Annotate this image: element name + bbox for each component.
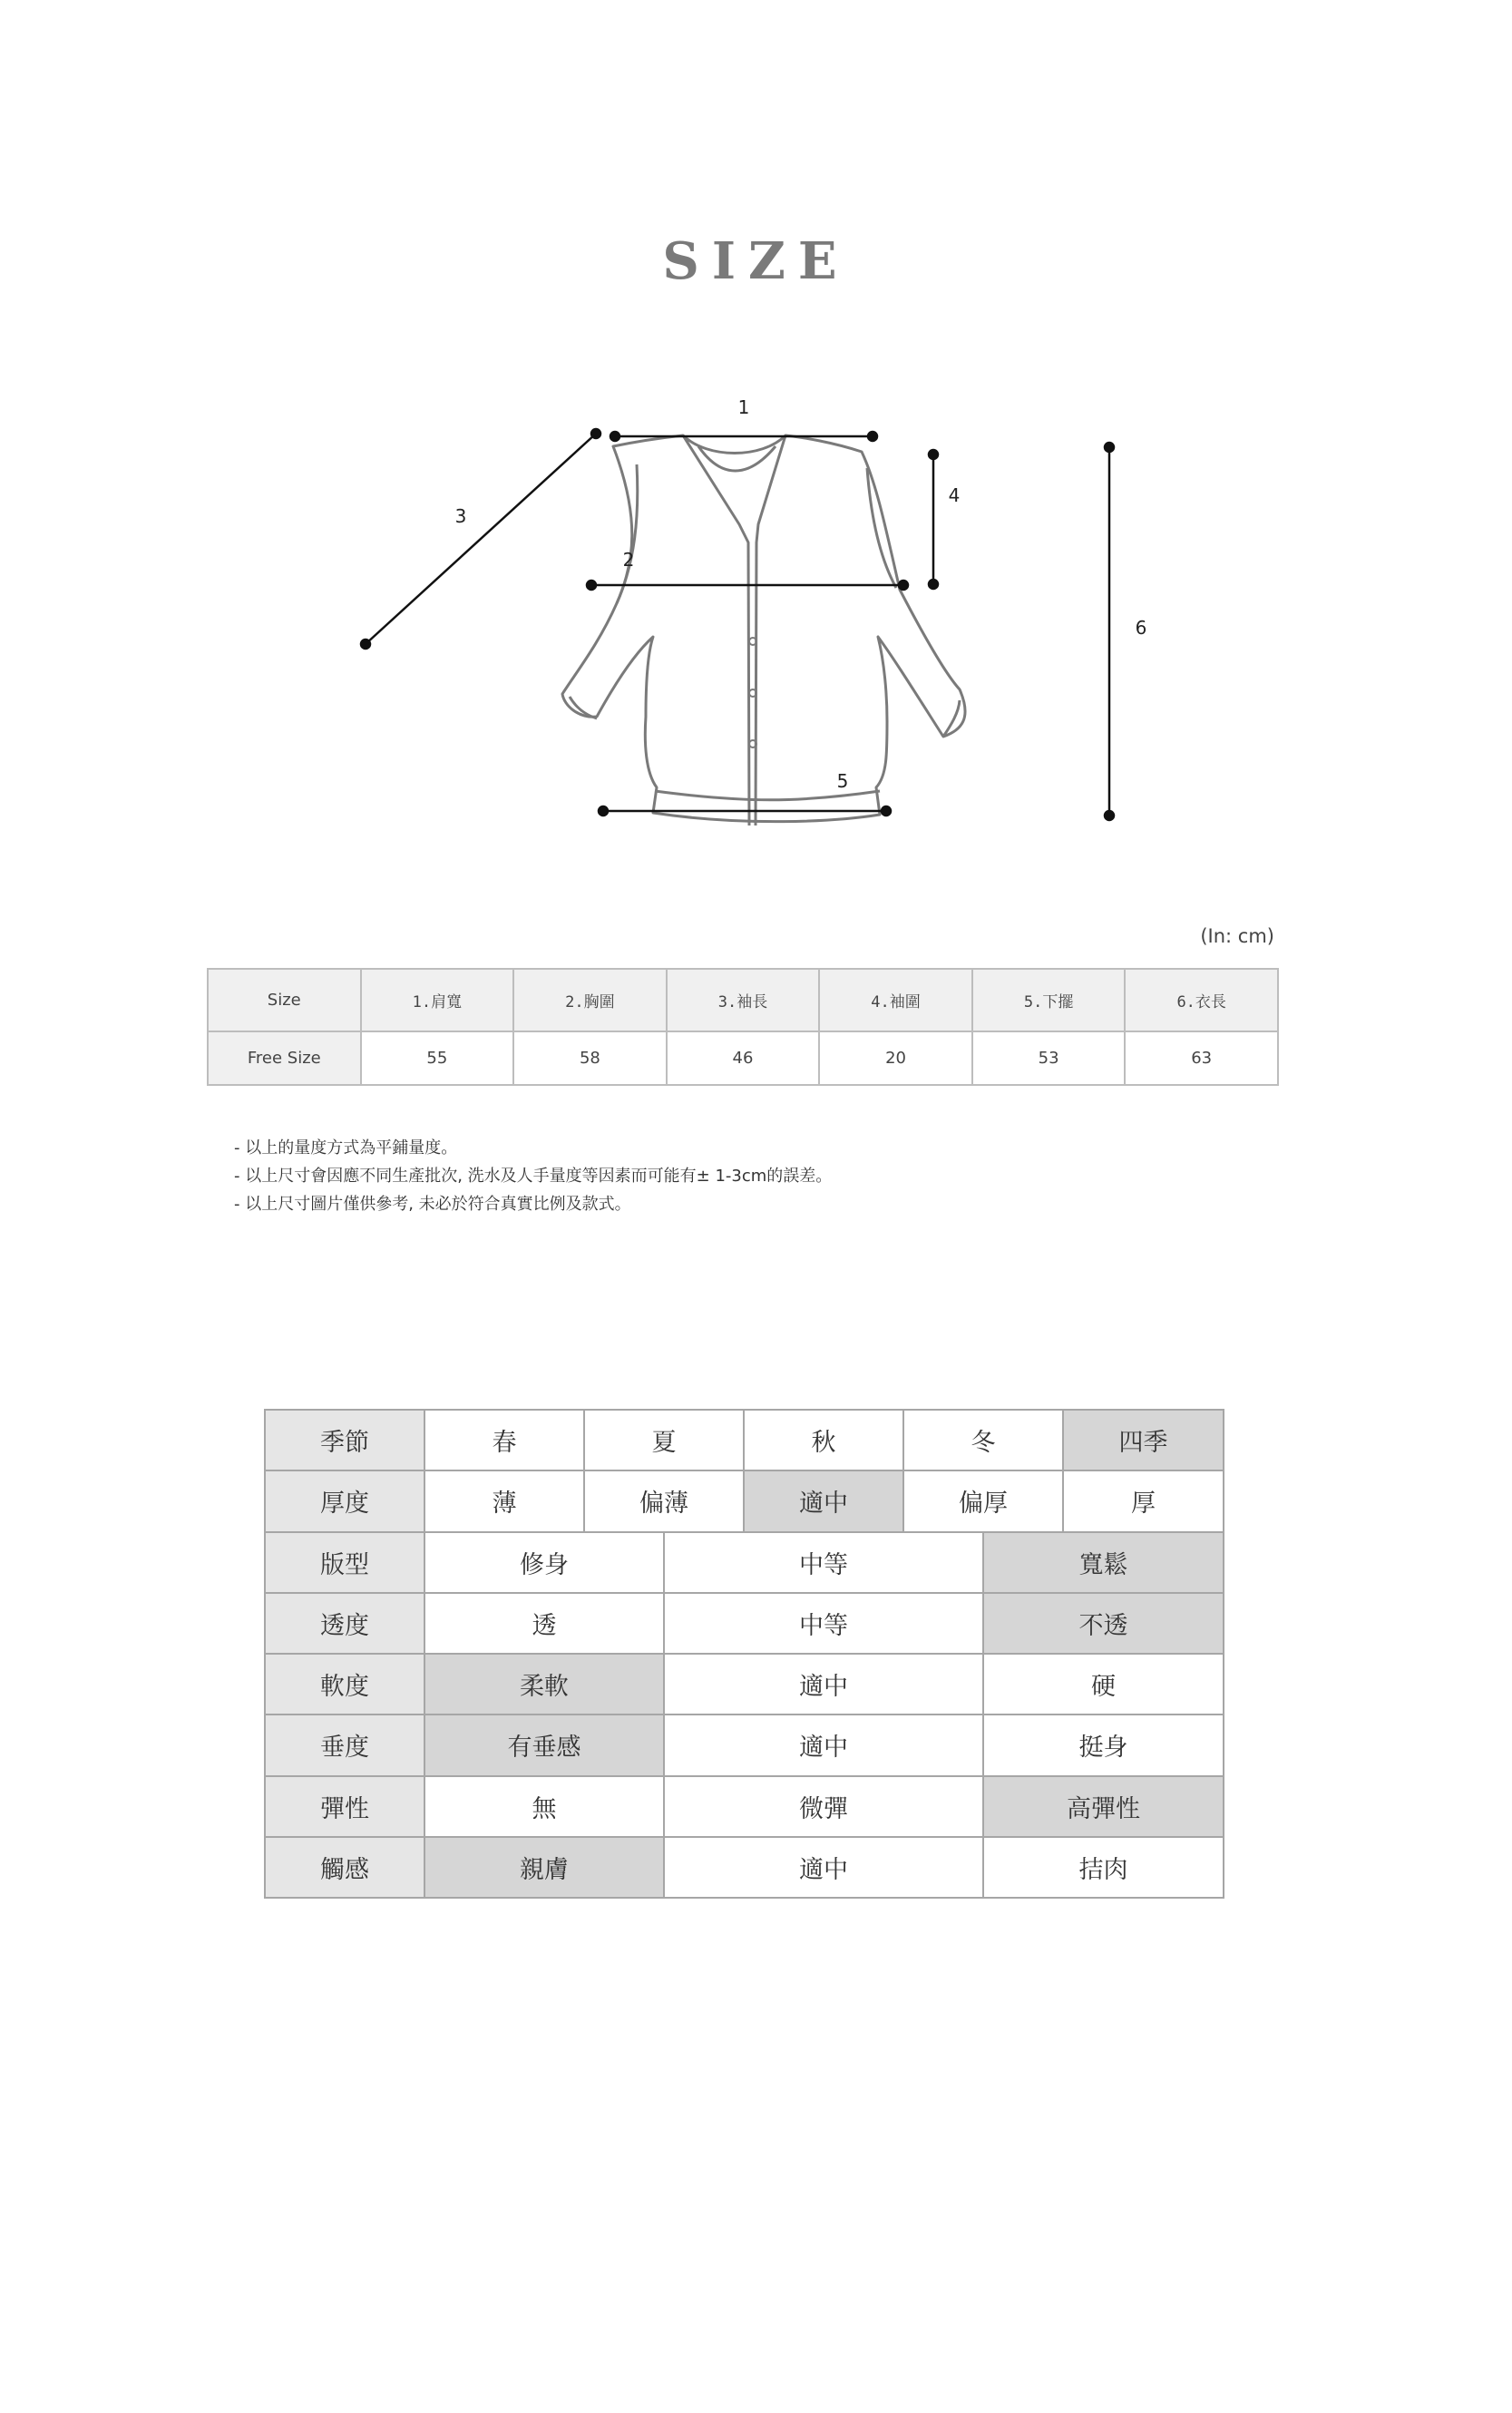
fabric-option-cell: 夏 [584, 1410, 744, 1470]
fabric-option-cell: 中等 [664, 1593, 983, 1654]
cardigan-illustration [562, 435, 965, 826]
fabric-option-cell: 透 [424, 1593, 664, 1654]
measure-label-sleeve: 3 [454, 505, 467, 527]
measure-label-armhole: 4 [948, 484, 961, 506]
fabric-option-cell: 厚 [1063, 1470, 1224, 1531]
fabric-row-label: 季節 [265, 1410, 424, 1470]
size-row-label: Free Size [208, 1031, 361, 1085]
unit-note: (In: cm) [1200, 925, 1274, 947]
measurement-lines [361, 429, 1114, 820]
measure-label-chest: 2 [622, 549, 635, 571]
fabric-row-drape [265, 1714, 1224, 1775]
fabric-row-fit [265, 1532, 1224, 1593]
fabric-option-cell: 適中 [664, 1654, 983, 1714]
fabric-option-cell-selected: 寬鬆 [983, 1532, 1224, 1593]
measure-label-shoulder: 1 [737, 396, 750, 418]
fabric-option-cell-selected: 高彈性 [983, 1776, 1224, 1837]
fabric-option-cell-selected: 柔軟 [424, 1654, 664, 1714]
size-table-header-row [208, 969, 1278, 1031]
fabric-option-cell-selected: 四季 [1063, 1410, 1224, 1470]
fabric-properties-table [264, 1409, 1224, 1899]
measure-label-length: 6 [1135, 617, 1147, 639]
fabric-row-label: 軟度 [265, 1654, 424, 1714]
size-header-cell: 6.衣長 [1125, 969, 1278, 1031]
garment-measurement-diagram [327, 381, 1197, 871]
size-header-cell: 3.袖長 [667, 969, 820, 1031]
size-value-cell: 58 [513, 1031, 667, 1085]
size-header-cell: Size [208, 969, 361, 1031]
fabric-option-cell: 拮肉 [983, 1837, 1224, 1898]
measurement-notes [234, 1134, 832, 1218]
fabric-row-softness [265, 1654, 1224, 1714]
fabric-option-cell: 薄 [424, 1470, 584, 1531]
fabric-row-thickness [265, 1470, 1224, 1531]
fabric-option-cell: 修身 [424, 1532, 664, 1593]
note-line: - 以上尺寸圖片僅供參考, 未必於符合真實比例及款式。 [234, 1195, 631, 1214]
note-line: - 以上的量度方式為平鋪量度。 [234, 1138, 458, 1158]
fabric-row-label: 版型 [265, 1532, 424, 1593]
fabric-option-cell: 硬 [983, 1654, 1224, 1714]
size-table [207, 968, 1279, 1086]
note-line: - 以上尺寸會因應不同生產批次, 洗水及人手量度等因素而可能有± 1-3cm的誤差。 [234, 1167, 833, 1186]
fabric-option-cell: 挺身 [983, 1714, 1224, 1775]
fabric-option-cell: 適中 [664, 1714, 983, 1775]
table-row [208, 1031, 1278, 1085]
fabric-option-cell: 秋 [744, 1410, 903, 1470]
fabric-row-label: 垂度 [265, 1714, 424, 1775]
size-value-cell: 53 [972, 1031, 1126, 1085]
measure-label-hem: 5 [836, 770, 849, 792]
fabric-option-cell-selected: 適中 [744, 1470, 903, 1531]
fabric-row-season [265, 1410, 1224, 1470]
size-value-cell: 46 [667, 1031, 820, 1085]
fabric-row-label: 厚度 [265, 1470, 424, 1531]
fabric-option-cell: 適中 [664, 1837, 983, 1898]
size-value-cell: 20 [819, 1031, 972, 1085]
fabric-option-cell-selected: 親膚 [424, 1837, 664, 1898]
fabric-row-label: 觸感 [265, 1837, 424, 1898]
fabric-row-label: 透度 [265, 1593, 424, 1654]
fabric-row-texture [265, 1837, 1224, 1898]
size-header-cell: 4.袖圍 [819, 969, 972, 1031]
size-header-cell: 1.肩寬 [361, 969, 514, 1031]
size-value-cell: 63 [1125, 1031, 1278, 1085]
fabric-option-cell-selected: 有垂感 [424, 1714, 664, 1775]
fabric-option-cell-selected: 不透 [983, 1593, 1224, 1654]
fabric-option-cell: 冬 [903, 1410, 1063, 1470]
fabric-option-cell: 中等 [664, 1532, 983, 1593]
fabric-option-cell: 偏厚 [903, 1470, 1063, 1531]
size-header-cell: 5.下擺 [972, 969, 1126, 1031]
size-header-cell: 2.胸圍 [513, 969, 667, 1031]
fabric-option-cell: 春 [424, 1410, 584, 1470]
size-value-cell: 55 [361, 1031, 514, 1085]
fabric-row-elasticity [265, 1776, 1224, 1837]
page-title: SIZE [662, 231, 850, 291]
fabric-option-cell: 無 [424, 1776, 664, 1837]
fabric-option-cell: 微彈 [664, 1776, 983, 1837]
fabric-row-opacity [265, 1593, 1224, 1654]
fabric-row-label: 彈性 [265, 1776, 424, 1837]
fabric-option-cell: 偏薄 [584, 1470, 744, 1531]
